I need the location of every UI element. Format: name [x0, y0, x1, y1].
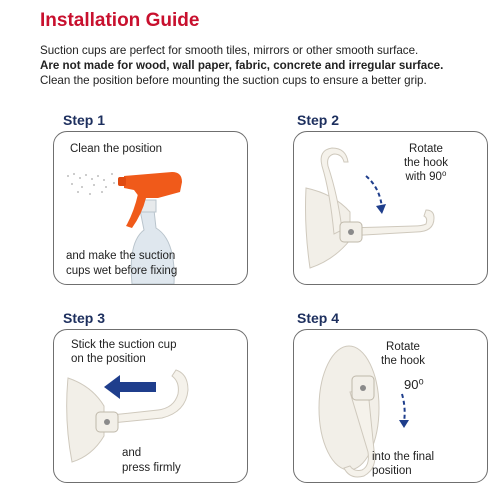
step-4-text-3: 90⁰ — [404, 377, 424, 392]
step-4-panel — [293, 329, 488, 483]
step-2-text-3: with 90⁰ — [405, 171, 447, 183]
step-3-panel — [53, 329, 248, 483]
step-2-label: Step 2 — [297, 112, 340, 128]
step-2-text-2: the hook — [403, 157, 449, 169]
step-2-text-1: Rotate — [409, 143, 443, 155]
step-3-text-bottom-1: and — [122, 447, 142, 459]
step-3-text-top-2: on the position — [71, 353, 146, 365]
step-1-label: Step 1 — [63, 112, 106, 128]
step-1-panel — [53, 131, 248, 285]
step-4-text-bottom-2: position — [372, 465, 412, 477]
step-1-text-bottom-2: cups wet before fixing — [66, 265, 178, 277]
step-3-text-bottom-2: press firmly — [122, 462, 181, 474]
step-1-text-top: Clean the position — [70, 143, 163, 155]
step-3-label: Step 3 — [63, 310, 106, 326]
step-4-text-1: Rotate — [386, 341, 420, 353]
rotate-down-arrow-icon — [402, 394, 405, 422]
intro-line-3: Clean the position before mounting the suction cups to ensure a better grip. — [40, 74, 427, 87]
step-2-panel — [293, 131, 488, 285]
step-4-text-bottom-1: into the final — [372, 451, 435, 463]
page-title: Installation Guide — [40, 10, 200, 31]
spray-mist-icon — [67, 173, 121, 195]
step-3-text-top-1: Stick the suction cup — [71, 339, 177, 351]
step-1-text-bottom-1: and make the suction — [66, 250, 176, 262]
intro-text — [40, 43, 500, 88]
step-4-text-2: the hook — [380, 355, 426, 367]
intro-line-2-warning: Are not made for wood, wall paper, fabric, concrete and irregular surface. — [40, 59, 444, 72]
press-arrow-icon — [118, 382, 156, 392]
step-4-label: Step 4 — [297, 310, 340, 326]
intro-line-1: Suction cups are perfect for smooth tiles, mirrors or other smooth surface. — [40, 44, 419, 57]
rotate-arrow-icon — [366, 176, 382, 208]
